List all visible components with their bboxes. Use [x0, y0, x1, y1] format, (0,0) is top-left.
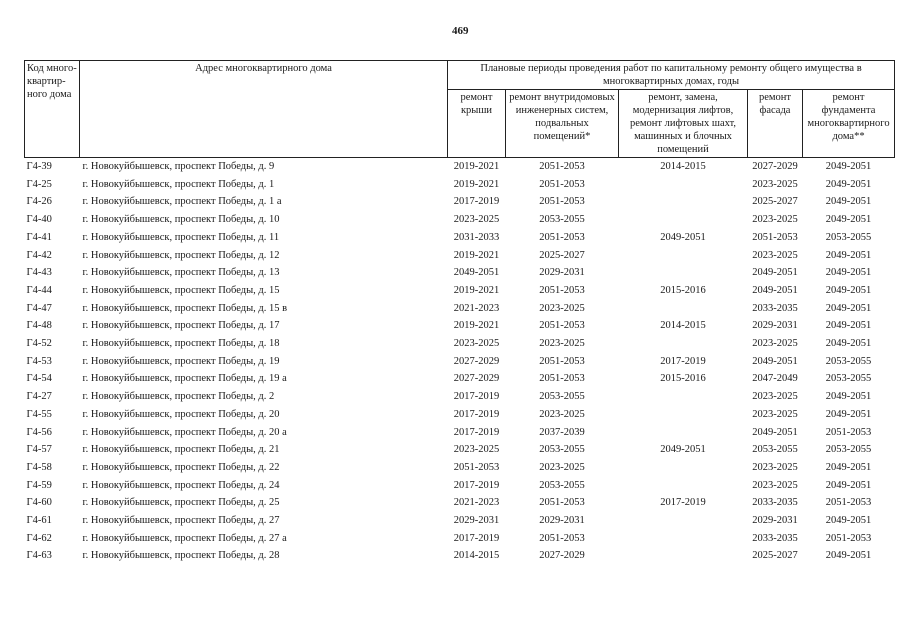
cell-address: г. Новокуйбышевск, проспект Победы, д. 13	[82, 267, 280, 279]
cell-address: г. Новокуйбышевск, проспект Победы, д. 20	[82, 408, 280, 420]
cell-roof: 2017-2019	[453, 196, 500, 208]
cell-code: Г4-52	[26, 338, 52, 350]
cell-systems: 2051-2053	[539, 532, 585, 544]
table-row	[25, 406, 895, 424]
cell-foundation: 2049-2051	[825, 249, 872, 261]
cell-roof: 2017-2019	[453, 532, 500, 544]
cell-facade: 2033-2035	[752, 497, 798, 509]
cell-foundation: 2053-2055	[825, 231, 872, 243]
cell-foundation: 2049-2051	[825, 408, 872, 420]
cell-code: Г4-42	[26, 249, 52, 261]
cell-systems: 2029-2031	[539, 515, 585, 527]
cell-roof: 2021-2023	[453, 497, 500, 509]
cell-elevators: 2049-2051	[660, 231, 706, 243]
table-row	[25, 441, 895, 459]
cell-elevators: 2015-2016	[660, 284, 706, 296]
cell-systems: 2023-2025	[539, 461, 585, 473]
cell-facade: 2047-2049	[752, 373, 798, 385]
cell-code: Г4-60	[26, 497, 52, 509]
table-row	[25, 388, 895, 406]
header-address: Адрес многоквартирного дома	[80, 61, 448, 158]
table-body	[25, 158, 895, 566]
cell-roof: 2017-2019	[453, 391, 500, 403]
cell-code: Г4-63	[26, 550, 52, 562]
cell-elevators	[619, 477, 748, 495]
table-row	[25, 477, 895, 495]
header-elevators: ремонт, замена, модернизация лифтов, ремонт лифтовых шахт, машинных и блочных помещений	[619, 90, 748, 158]
cell-address: г. Новокуйбышевск, проспект Победы, д. 27 а	[82, 532, 287, 544]
cell-roof: 2049-2051	[453, 267, 500, 279]
cell-foundation: 2049-2051	[825, 267, 872, 279]
cell-roof: 2051-2053	[453, 461, 500, 473]
cell-code: Г4-57	[26, 444, 52, 456]
table-row	[25, 158, 895, 176]
cell-systems: 2051-2053	[539, 355, 585, 367]
cell-elevators	[619, 406, 748, 424]
cell-elevators	[619, 176, 748, 194]
cell-roof: 2019-2021	[453, 178, 500, 190]
cell-foundation: 2049-2051	[825, 302, 872, 314]
cell-facade: 2027-2029	[752, 161, 798, 172]
cell-foundation: 2049-2051	[825, 178, 872, 190]
cell-address: г. Новокуйбышевск, проспект Победы, д. 2	[82, 391, 275, 403]
cell-roof: 2019-2021	[453, 320, 500, 332]
cell-address: г. Новокуйбышевск, проспект Победы, д. 21	[82, 444, 280, 456]
cell-elevators	[619, 388, 748, 406]
cell-facade: 2049-2051	[752, 426, 798, 438]
cell-systems: 2051-2053	[539, 161, 585, 172]
cell-systems: 2023-2025	[539, 338, 585, 350]
cell-roof: 2019-2021	[453, 284, 500, 296]
cell-address: г. Новокуйбышевск, проспект Победы, д. 9	[82, 161, 275, 172]
cell-address: г. Новокуйбышевск, проспект Победы, д. 28	[82, 550, 280, 562]
cell-elevators	[619, 211, 748, 229]
table-row	[25, 317, 895, 335]
cell-systems: 2051-2053	[539, 320, 585, 332]
header-roof: ремонт крыши	[448, 90, 506, 158]
cell-systems: 2053-2055	[539, 391, 585, 403]
cell-code: Г4-62	[26, 532, 52, 544]
cell-address: г. Новокуйбышевск, проспект Победы, д. 15	[82, 284, 280, 296]
cell-foundation: 2049-2051	[825, 214, 872, 226]
cell-systems: 2053-2055	[539, 479, 585, 491]
cell-address: г. Новокуйбышевск, проспект Победы, д. 11	[82, 231, 280, 243]
cell-systems: 2051-2053	[539, 178, 585, 190]
cell-address: г. Новокуйбышевск, проспект Победы, д. 17	[82, 320, 280, 332]
cell-elevators	[619, 335, 748, 353]
table-row	[25, 459, 895, 477]
table-row	[25, 353, 895, 371]
cell-foundation: 2053-2055	[825, 373, 872, 385]
cell-facade: 2025-2027	[752, 550, 798, 562]
cell-roof: 2023-2025	[453, 338, 500, 350]
cell-address: г. Новокуйбышевск, проспект Победы, д. 25	[82, 497, 280, 509]
cell-roof: 2021-2023	[453, 302, 500, 314]
cell-facade: 2023-2025	[752, 479, 798, 491]
cell-facade: 2049-2051	[752, 284, 798, 296]
table-row	[25, 300, 895, 318]
table-header	[25, 61, 895, 158]
cell-facade: 2049-2051	[752, 355, 798, 367]
cell-code: Г4-39	[26, 161, 52, 172]
cell-address: г. Новокуйбышевск, проспект Победы, д. 1	[82, 178, 275, 190]
cell-elevators	[619, 512, 748, 530]
cell-code: Г4-25	[26, 178, 52, 190]
table-row	[25, 247, 895, 265]
repair-schedule-table	[24, 60, 895, 565]
cell-facade: 2023-2025	[752, 178, 798, 190]
cell-systems: 2053-2055	[539, 444, 585, 456]
cell-foundation: 2049-2051	[825, 338, 872, 350]
table-row	[25, 264, 895, 282]
cell-foundation: 2049-2051	[825, 515, 872, 527]
cell-address: г. Новокуйбышевск, проспект Победы, д. 20 а	[82, 426, 287, 438]
cell-foundation: 2049-2051	[825, 284, 872, 296]
cell-roof: 2029-2031	[453, 515, 500, 527]
cell-systems: 2023-2025	[539, 302, 585, 314]
cell-elevators	[619, 247, 748, 265]
cell-systems: 2037-2039	[539, 426, 585, 438]
cell-systems: 2051-2053	[539, 373, 585, 385]
cell-facade: 2023-2025	[752, 338, 798, 350]
cell-foundation: 2051-2053	[825, 426, 872, 438]
table-row	[25, 335, 895, 353]
header-systems: ремонт внутридомовых инженерных систем, подвальных помещений*	[506, 90, 619, 158]
cell-facade: 2023-2025	[752, 461, 798, 473]
cell-systems: 2051-2053	[539, 196, 585, 208]
cell-facade: 2049-2051	[752, 267, 798, 279]
cell-roof: 2023-2025	[453, 214, 500, 226]
cell-code: Г4-59	[26, 479, 52, 491]
cell-elevators	[619, 424, 748, 442]
table-row	[25, 512, 895, 530]
cell-roof: 2019-2021	[453, 249, 500, 261]
cell-foundation: 2051-2053	[825, 497, 872, 509]
cell-address: г. Новокуйбышевск, проспект Победы, д. 10	[82, 214, 280, 226]
cell-code: Г4-40	[26, 214, 52, 226]
cell-foundation: 2049-2051	[825, 391, 872, 403]
cell-code: Г4-53	[26, 355, 52, 367]
cell-foundation: 2049-2051	[825, 479, 872, 491]
cell-facade: 2051-2053	[752, 231, 798, 243]
cell-address: г. Новокуйбышевск, проспект Победы, д. 19 а	[82, 373, 287, 385]
cell-code: Г4-61	[26, 515, 52, 527]
cell-code: Г4-54	[26, 373, 52, 385]
cell-foundation: 2051-2053	[825, 532, 872, 544]
cell-elevators	[619, 547, 748, 565]
cell-code: Г4-27	[26, 391, 52, 403]
cell-address: г. Новокуйбышевск, проспект Победы, д. 27	[82, 515, 280, 527]
cell-address: г. Новокуйбышевск, проспект Победы, д. 19	[82, 355, 280, 367]
cell-roof: 2017-2019	[453, 426, 500, 438]
cell-foundation: 2049-2051	[825, 196, 872, 208]
cell-code: Г4-48	[26, 320, 52, 332]
cell-systems: 2027-2029	[539, 550, 585, 562]
table-row	[25, 424, 895, 442]
cell-address: г. Новокуйбышевск, проспект Победы, д. 1 а	[82, 196, 282, 208]
cell-elevators	[619, 264, 748, 282]
cell-foundation: 2049-2051	[825, 320, 872, 332]
cell-address: г. Новокуйбышевск, проспект Победы, д. 22	[82, 461, 280, 473]
cell-elevators: 2014-2015	[660, 320, 706, 332]
cell-foundation: 2049-2051	[825, 550, 872, 562]
cell-facade: 2029-2031	[752, 320, 798, 332]
table-row	[25, 282, 895, 300]
cell-address: г. Новокуйбышевск, проспект Победы, д. 12	[82, 249, 280, 261]
cell-facade: 2053-2055	[752, 444, 798, 456]
cell-code: Г4-26	[26, 196, 52, 208]
cell-roof: 2027-2029	[453, 355, 500, 367]
cell-address: г. Новокуйбышевск, проспект Победы, д. 18	[82, 338, 280, 350]
cell-foundation: 2049-2051	[825, 161, 872, 172]
cell-code: Г4-55	[26, 408, 52, 420]
cell-facade: 2029-2031	[752, 515, 798, 527]
cell-systems: 2023-2025	[539, 408, 585, 420]
header-periods: Плановые периоды проведения работ по капитальному ремонту общего имущества в многоквартирных домах, годы	[448, 61, 895, 90]
cell-foundation: 2053-2055	[825, 355, 872, 367]
cell-elevators	[619, 530, 748, 548]
cell-elevators	[619, 459, 748, 477]
cell-code: Г4-43	[26, 267, 52, 279]
table-row	[25, 530, 895, 548]
cell-systems: 2051-2053	[539, 497, 585, 509]
cell-facade: 2033-2035	[752, 302, 798, 314]
cell-facade: 2023-2025	[752, 249, 798, 261]
cell-roof: 2017-2019	[453, 479, 500, 491]
cell-roof: 2027-2029	[453, 373, 500, 385]
table-row	[25, 370, 895, 388]
cell-elevators: 2049-2051	[660, 444, 706, 456]
cell-facade: 2023-2025	[752, 391, 798, 403]
cell-facade: 2033-2035	[752, 532, 798, 544]
cell-elevators	[619, 300, 748, 318]
cell-systems: 2053-2055	[539, 214, 585, 226]
cell-code: Г4-56	[26, 426, 52, 438]
header-foundation: ремонт фундамента многоквартирного дома**	[803, 90, 895, 158]
cell-roof: 2019-2021	[453, 161, 500, 172]
table-row	[25, 211, 895, 229]
cell-foundation: 2053-2055	[825, 444, 872, 456]
cell-systems: 2029-2031	[539, 267, 585, 279]
cell-systems: 2025-2027	[539, 249, 585, 261]
cell-roof: 2023-2025	[453, 444, 500, 456]
cell-roof: 2014-2015	[453, 550, 500, 562]
cell-address: г. Новокуйбышевск, проспект Победы, д. 24	[82, 479, 280, 491]
header-code: Код много-квартир-ного дома	[25, 61, 80, 158]
table-row	[25, 176, 895, 194]
cell-elevators	[619, 193, 748, 211]
cell-roof: 2031-2033	[453, 231, 500, 243]
cell-systems: 2051-2053	[539, 231, 585, 243]
cell-code: Г4-47	[26, 302, 52, 314]
table-row	[25, 547, 895, 565]
cell-systems: 2051-2053	[539, 284, 585, 296]
cell-elevators: 2014-2015	[660, 161, 706, 172]
cell-facade: 2023-2025	[752, 214, 798, 226]
header-facade: ремонт фасада	[748, 90, 803, 158]
table-row	[25, 494, 895, 512]
cell-elevators: 2017-2019	[660, 497, 706, 509]
table-row	[25, 193, 895, 211]
cell-roof: 2017-2019	[453, 408, 500, 420]
cell-code: Г4-44	[26, 284, 52, 296]
cell-code: Г4-58	[26, 461, 52, 473]
cell-elevators: 2015-2016	[660, 373, 706, 385]
cell-elevators: 2017-2019	[660, 355, 706, 367]
cell-address: г. Новокуйбышевск, проспект Победы, д. 15 в	[82, 302, 288, 314]
cell-facade: 2025-2027	[752, 196, 798, 208]
page-number: 469	[452, 25, 469, 37]
cell-facade: 2023-2025	[752, 408, 798, 420]
table-row	[25, 229, 895, 247]
cell-foundation: 2049-2051	[825, 461, 872, 473]
cell-code: Г4-41	[26, 231, 52, 243]
